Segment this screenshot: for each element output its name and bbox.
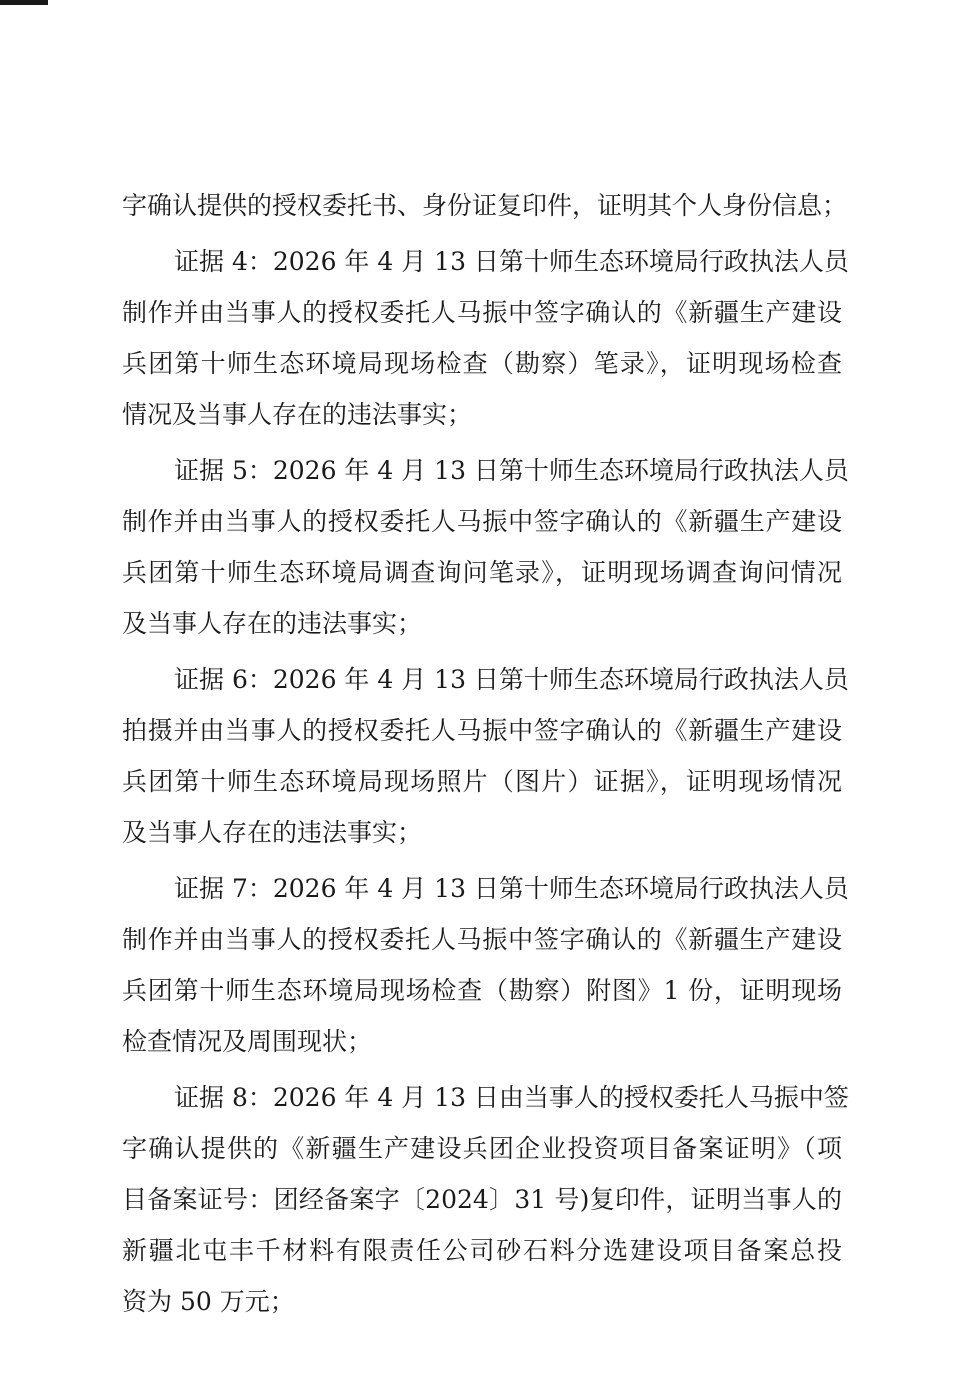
text-line: 字确认提供的授权委托书、身份证复印件，证明其个人身份信息； <box>122 191 848 220</box>
text-line: 目备案证号：团经备案字〔2024〕31 号)复印件，证明当事人的 <box>122 1185 842 1214</box>
text-line: 情况及当事人存在的违法事实； <box>122 400 473 429</box>
text-line: 及当事人存在的违法事实； <box>122 818 423 847</box>
text-line: 兵团第十师生态环境局现场检查（勘察）附图》1 份，证明现场 <box>122 976 842 1005</box>
text-line: 证据 7：2026 年 4 月 13 日第十师生态环境局行政执法人员 <box>174 874 849 903</box>
text-line: 证据 8：2026 年 4 月 13 日由当事人的授权委托人马振中签 <box>174 1083 849 1112</box>
text-line: 字确认提供的《新疆生产建设兵团企业投资项目备案证明》（项 <box>122 1134 842 1163</box>
text-line: 制作并由当事人的授权委托人马振中签字确认的《新疆生产建设 <box>122 925 842 954</box>
text-line: 资为 50 万元； <box>122 1287 295 1316</box>
text-line: 兵团第十师生态环境局调查询问笔录》，证明现场调查询问情况 <box>122 558 842 587</box>
text-line: 及当事人存在的违法事实； <box>122 609 423 638</box>
text-line: 制作并由当事人的授权委托人马振中签字确认的《新疆生产建设 <box>122 507 842 536</box>
text-line: 拍摄并由当事人的授权委托人马振中签字确认的《新疆生产建设 <box>122 716 842 745</box>
text-line: 兵团第十师生态环境局现场照片（图片）证据》，证明现场情况 <box>122 767 842 796</box>
document-body <box>122 180 849 1327</box>
text-line: 制作并由当事人的授权委托人马振中签字确认的《新疆生产建设 <box>122 298 842 327</box>
text-line: 检查情况及周围现状； <box>122 1027 373 1056</box>
text-line: 证据 6：2026 年 4 月 13 日第十师生态环境局行政执法人员 <box>174 665 849 694</box>
text-line: 新疆北屯丰千材料有限责任公司砂石料分选建设项目备案总投 <box>122 1236 842 1265</box>
text-line: 证据 5：2026 年 4 月 13 日第十师生态环境局行政执法人员 <box>174 456 849 485</box>
text-line: 证据 4：2026 年 4 月 13 日第十师生态环境局行政执法人员 <box>174 247 849 276</box>
scan-edge-mark <box>0 0 48 5</box>
text-line: 兵团第十师生态环境局现场检查（勘察）笔录》，证明现场检查 <box>122 349 842 378</box>
